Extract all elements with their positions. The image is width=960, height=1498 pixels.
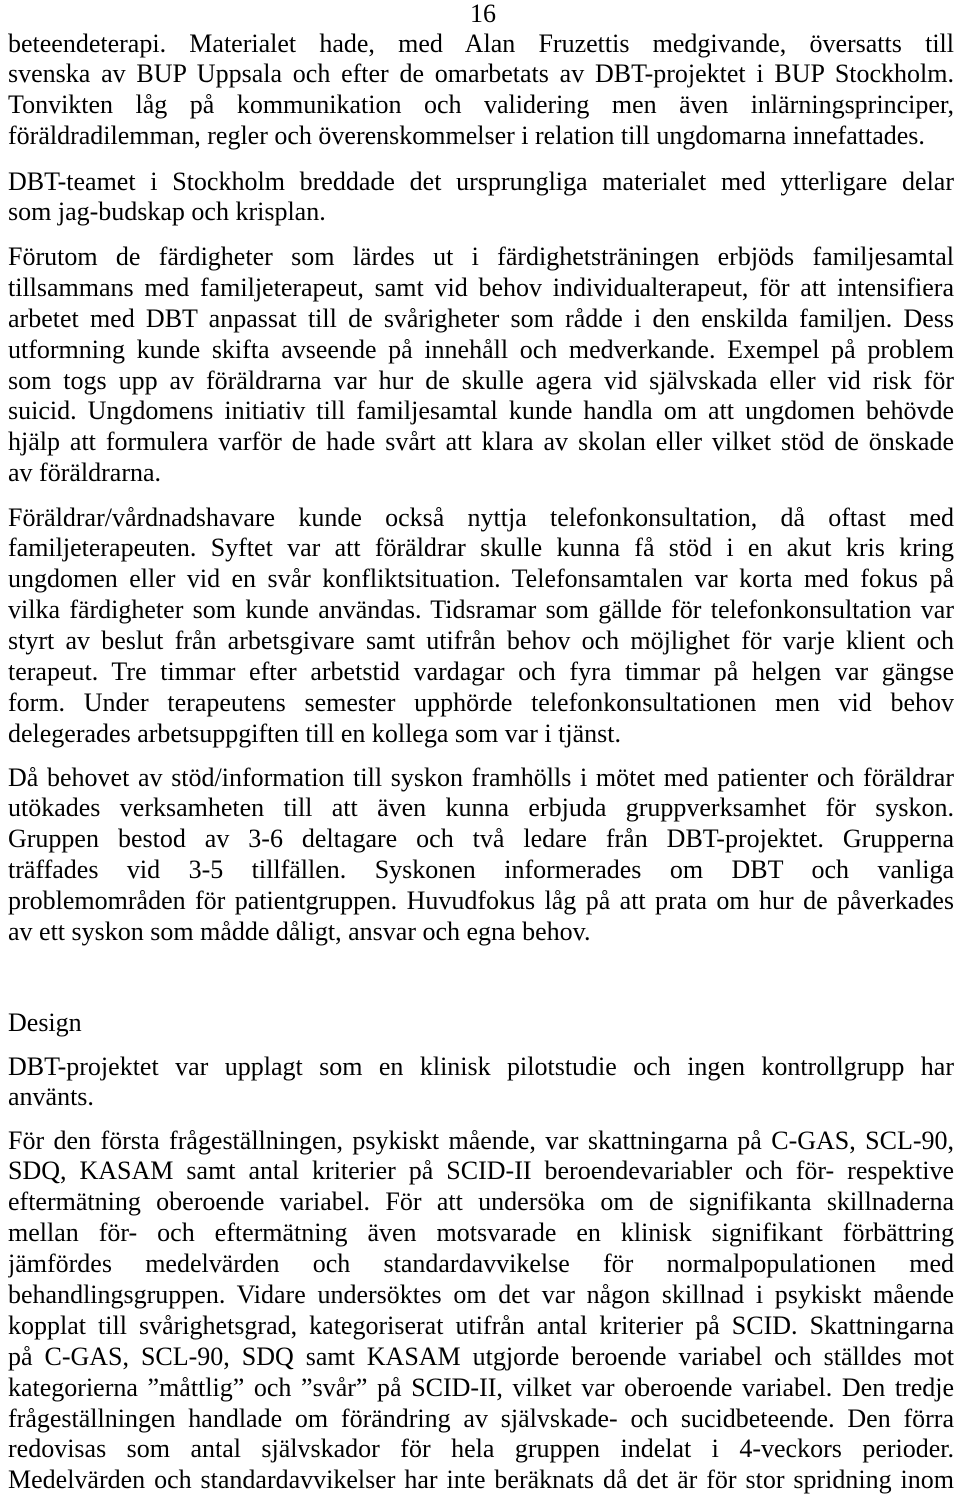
text-line: Förutom de färdigheter som lärdes ut i färdighetsträningen erbjöds familjesamtal xyxy=(8,242,954,271)
text-line: problemområden för patientgruppen. Huvudfokus låg på att prata om hur de påverkades xyxy=(8,886,954,916)
page-number: 16 xyxy=(470,0,496,28)
text-line: arbetet med DBT anpassat till de svårigheter som rådde i den enskilda familjen. Dess xyxy=(8,303,954,333)
text-line: kategorierna ”måttlig” och ”svår” på SCID-II, vilket var oberoende variabel. Den tredje xyxy=(8,1372,954,1402)
paragraph xyxy=(8,1126,954,1497)
paragraph xyxy=(8,1052,954,1114)
text-line: terapeut. Tre timmar efter arbetstid vardagar och fyra timmar på helgen var gängse xyxy=(8,656,954,686)
text-line: tillsammans med familjeterapeut, samt vid behov individualterapeut, för att intensifiera xyxy=(8,272,954,302)
text-line: DBT-projektet var upplagt som en klinisk pilotstudie och ingen kontrollgrupp har xyxy=(8,1051,954,1081)
text-line: SDQ, KASAM samt antal kriterier på SCID-II beroendevariabler och för- respektive xyxy=(8,1156,954,1186)
paragraph xyxy=(8,503,954,750)
text-line: svenska av BUP Uppsala och efter de omarbetats av DBT-projektet i BUP Stockholm. xyxy=(8,59,954,89)
text-line: DBT-teamet i Stockholm breddade det ursprungliga materialet med ytterligare delar xyxy=(8,166,954,196)
text-line: föräldradilemman, regler och överenskommelser i relation till ungdomarna innefattades. xyxy=(8,121,925,151)
text-line: utökades verksamheten till att även kunna erbjuda gruppverksamhet för syskon. xyxy=(8,793,954,823)
text-line: hjälp att formulera varför de hade svårt att klara av skolan eller vilket stöd de önskade xyxy=(8,427,954,457)
text-line: behandlingsgruppen. Vidare undersöktes om det var någon skillnad i psykiskt mående xyxy=(8,1279,954,1309)
paragraph xyxy=(8,763,954,948)
paragraph xyxy=(8,29,954,153)
text-line: Medelvärden och standardavvikelser har inte beräknats då det är för stor spridning inom xyxy=(8,1465,954,1495)
paragraph xyxy=(8,167,954,229)
text-line: styrt av beslut från arbetsgivare samt utifrån behov och möjlighet för varje klient och xyxy=(8,626,954,656)
text-line: mellan för- och eftermätning även motsvarade en klinisk signifikant förbättring xyxy=(8,1218,954,1248)
text-line: beteendeterapi. Materialet hade, med Alan Fruzettis medgivande, översatts till xyxy=(8,28,954,58)
text-line: kopplat till svårighetsgrad, kategoriserat utifrån antal kriterier på SCID. Skattningarna xyxy=(8,1310,954,1340)
text-line: frågeställningen handlade om förändring av självskade- och sucidbeteende. Den förra xyxy=(8,1403,954,1433)
section-heading xyxy=(8,1008,954,1039)
text-line: familjeterapeuten. Syftet var att föräldrar skulle kunna få stöd i en akut kris kring xyxy=(8,533,954,563)
text-line: använts. xyxy=(8,1082,94,1112)
text-line: delegerades arbetsuppgiften till en kollega som var i tjänst. xyxy=(8,718,621,748)
section-heading-text: Design xyxy=(8,1007,82,1037)
text-line: Tonvikten låg på kommunikation och validering men även inlärningsprinciper, xyxy=(8,90,954,120)
text-line: träffades vid 3-5 tillfällen. Syskonen informerades om DBT och vanliga xyxy=(8,855,954,885)
text-line: Då behovet av stöd/information till syskon framhölls i mötet med patienter och föräldrar xyxy=(8,762,954,792)
text-line: ungdomen eller vid en svår konfliktsituation. Telefonsamtalen var korta med fokus på xyxy=(8,564,954,594)
text-line: som jag-budskap och krisplan. xyxy=(8,197,326,227)
text-line: vilka färdigheter som kunde användas. Tidsramar som gällde för telefonkonsultation var xyxy=(8,595,954,625)
text-line: utformning kunde skifta avseende på innehåll och medverkande. Exempel på problem xyxy=(8,334,954,364)
text-line: form. Under terapeutens semester upphörde telefonkonsultationen men vid behov xyxy=(8,687,954,717)
text-line: Föräldrar/vårdnadshavare kunde också nyttja telefonkonsultation, då oftast med xyxy=(8,502,954,532)
text-line: eftermätning oberoende variabel. För att undersöka om de signifikanta skillnaderna xyxy=(8,1187,954,1217)
text-line: suicid. Ungdomens initiativ till familjesamtal kunde handla om att ungdomen behövde xyxy=(8,396,954,426)
text-line: av föräldrarna. xyxy=(8,458,162,488)
text-line: av ett syskon som mådde dåligt, ansvar och egna behov. xyxy=(8,916,591,946)
paragraph xyxy=(8,242,954,489)
text-line: som togs upp av föräldrarna var hur de skulle agera vid självskada eller vid risk för xyxy=(8,365,954,395)
text-line: Gruppen bestod av 3-6 deltagare och två ledare från DBT-projektet. Grupperna xyxy=(8,824,954,854)
text-line: jämfördes medelvärden och standardavvikelse för normalpopulationen med xyxy=(8,1249,954,1279)
text-line: på C-GAS, SCL-90, SDQ samt KASAM utgjorde beroende variabel och ställdes mot xyxy=(8,1341,954,1371)
text-line: redovisas som antal självskador för hela gruppen indelat i 4-veckors perioder. xyxy=(8,1434,954,1464)
text-line: För den första frågeställningen, psykiskt mående, var skattningarna på C-GAS, SCL-90, xyxy=(8,1125,954,1155)
